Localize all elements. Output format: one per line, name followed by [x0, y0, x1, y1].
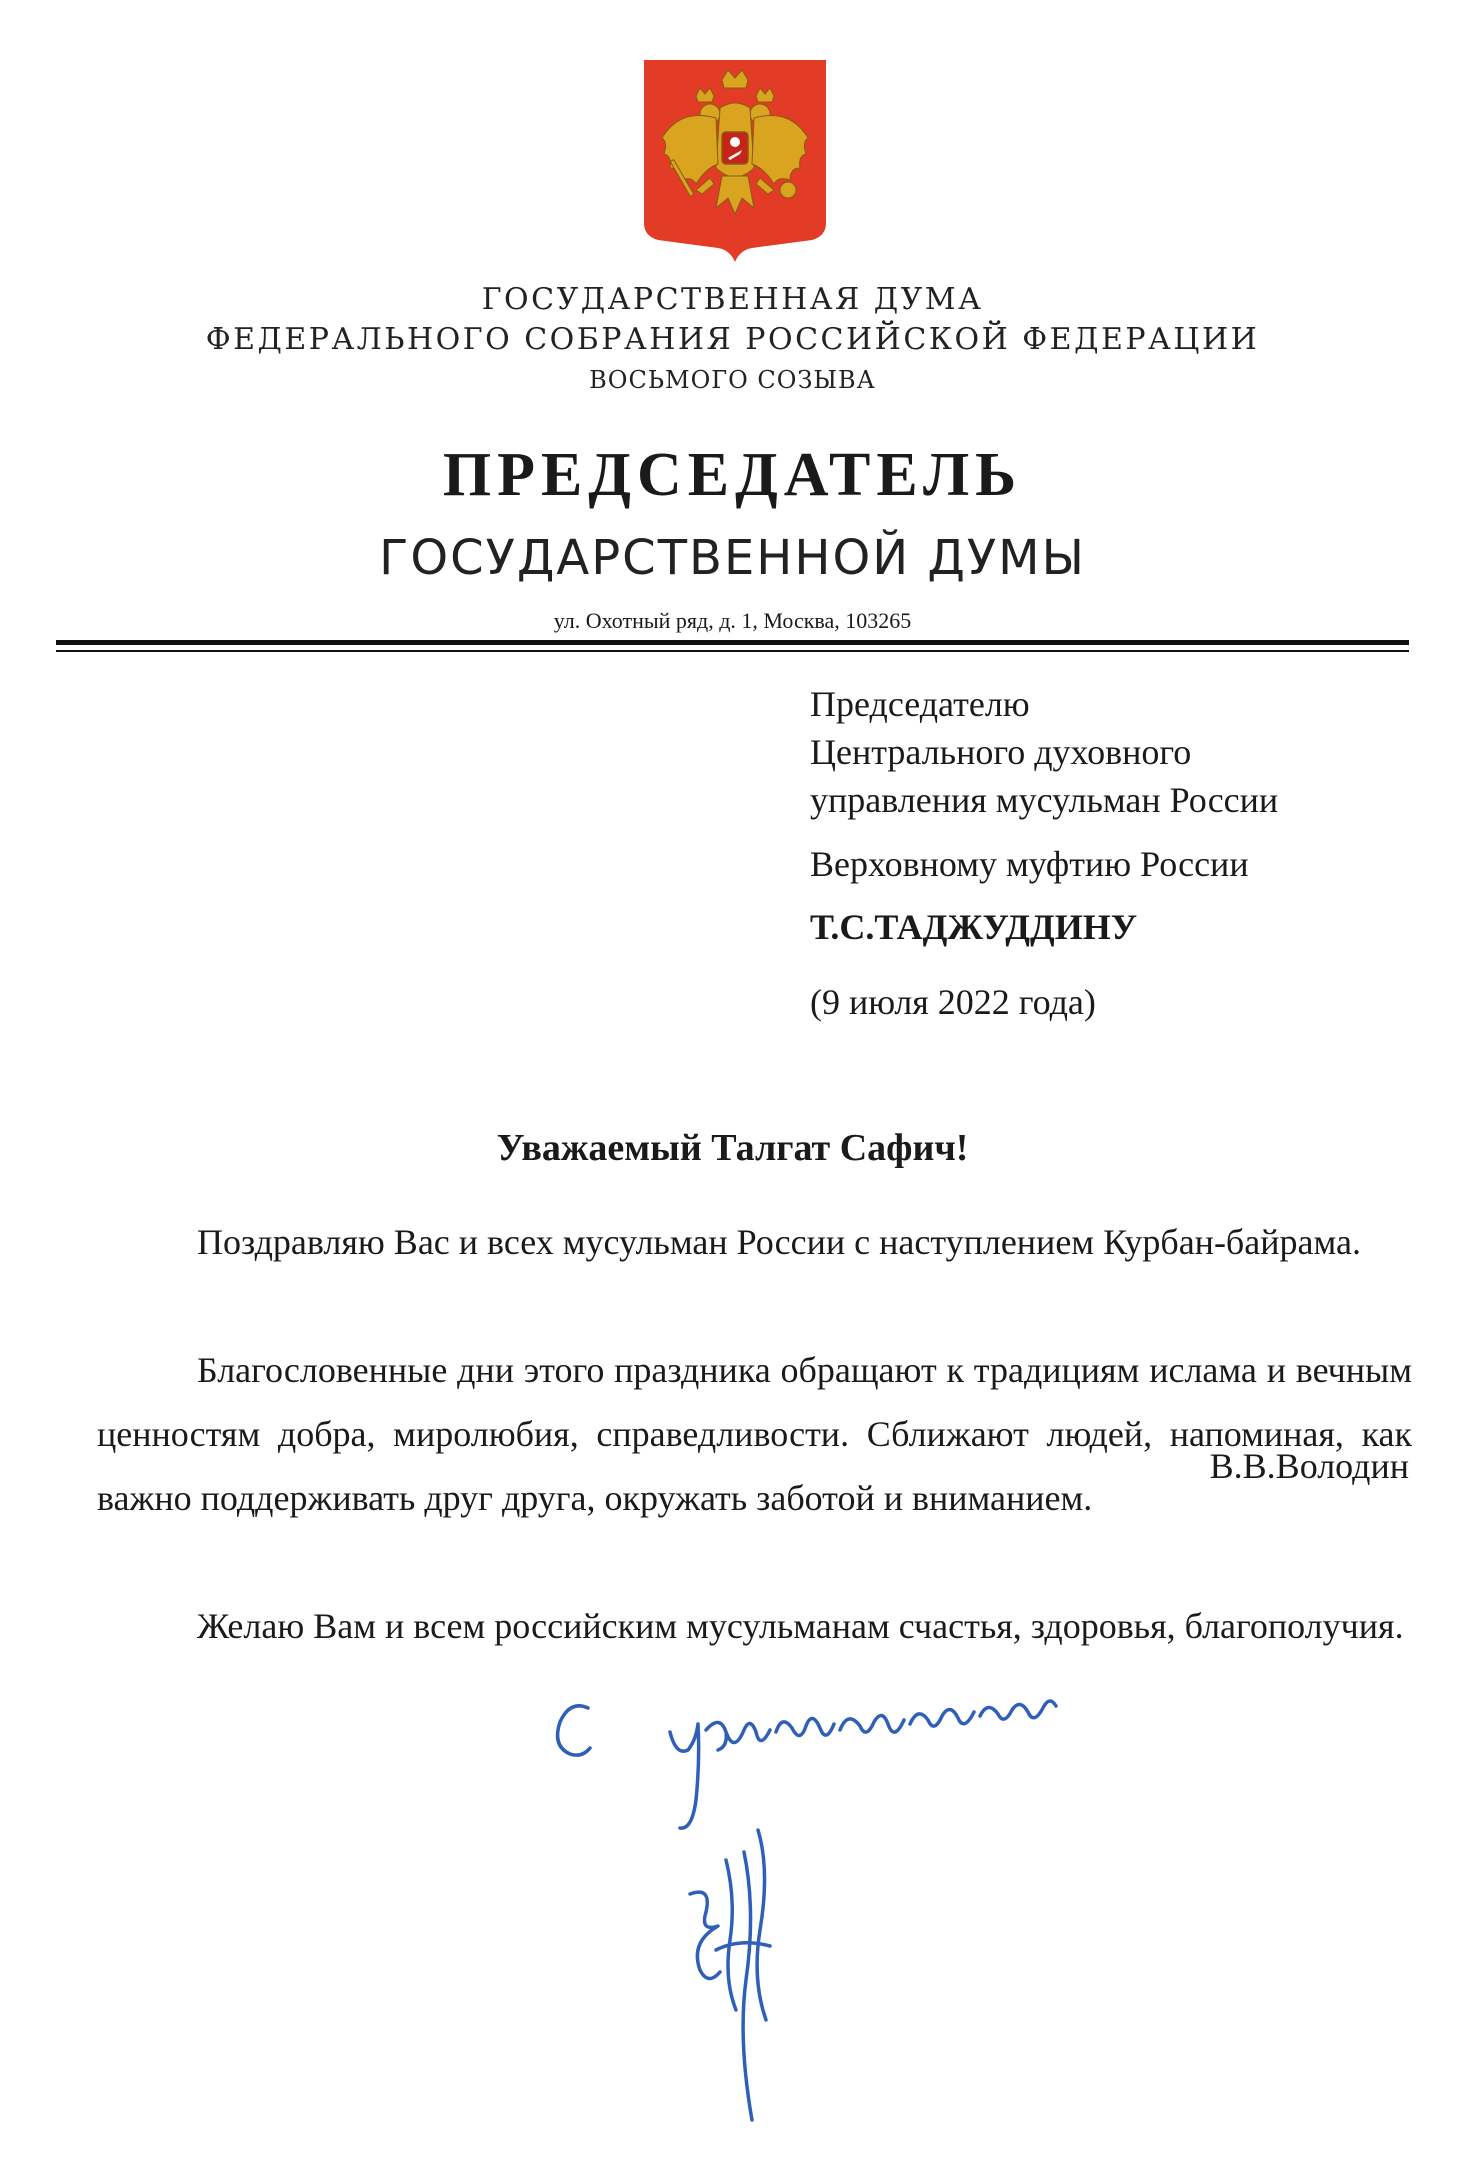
salutation: Уважаемый Талгат Сафич!	[496, 1127, 969, 1169]
recipient-line-4: Верховному муфтию России	[810, 844, 1249, 884]
org-name-line-2: ФЕДЕРАЛЬНОГО СОБРАНИЯ РОССИЙСКОЙ ФЕДЕРАЦИИ	[205, 322, 1260, 357]
letter-date: (9 июля 2022 года)	[810, 982, 1096, 1022]
org-name-line-1: ГОСУДАРСТВЕННАЯ ДУМА	[481, 282, 984, 317]
recipient-line-2: Центрального духовного	[810, 732, 1192, 772]
handwritten-signature	[530, 1680, 1170, 2140]
recipient-line-3: управления мусульман России	[810, 780, 1279, 820]
signer-name: В.В.Володин	[1209, 1446, 1409, 1486]
letter-paragraph-1: Поздравляю Вас и всех мусульман России с наступлением Курбан-байрама.	[197, 1222, 1361, 1262]
recipient-name: Т.С.ТАДЖУДДИНУ	[810, 907, 1138, 947]
letter-paragraph-2: Благословенные дни этого праздника обращают к традициям ислама и вечным ценностям добра, миролюбия, справедливости. Сближают людей, напоминая, как важно поддерживать друг друга, окружать заботой и вниманием.	[97, 1350, 1412, 1518]
chair-title: ПРЕДСЕДАТЕЛЬ	[442, 441, 1023, 509]
recipient-line-1: Председателю	[810, 684, 1030, 724]
address-line: ул. Охотный ряд, д. 1, Москва, 103265	[553, 608, 912, 633]
header-divider-thick	[56, 640, 1409, 645]
convocation-line: ВОСЬМОГО СОЗЫВА	[589, 366, 876, 394]
chair-subtitle: ГОСУДАРСТВЕННОЙ ДУМЫ	[379, 530, 1086, 586]
letter-paragraph-3: Желаю Вам и всем российским мусульманам счастья, здоровья, благополучия.	[197, 1606, 1404, 1646]
header-divider-thin	[56, 650, 1409, 652]
russian-coat-of-arms-icon	[640, 58, 830, 263]
